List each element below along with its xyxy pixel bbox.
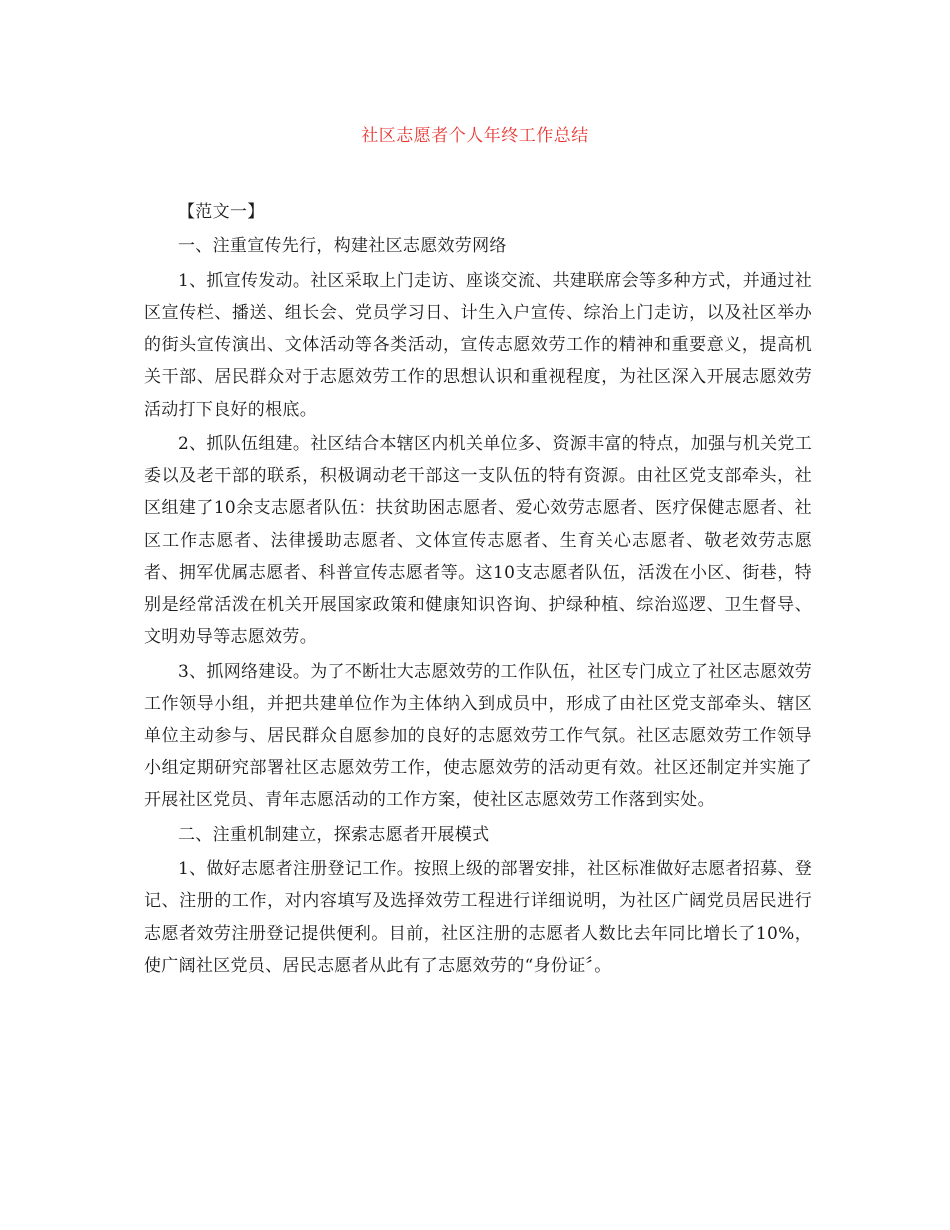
section-heading-2: 二、注重机制建立，探索志愿者开展模式	[178, 824, 490, 845]
paragraph-1-1: 1、抓宣传发动。社区采取上门走访、座谈交流、共建联席会等多种方式，并通过社区宣传栏、播送、组长会、党员学习日、计生入户宣传、综治上门走访，以及社区举办的街头宣传演出、文体活动等各类活动，宣传志愿效劳工作的精神和重要意义，提高机关干部、居民群众对于志愿效劳工作的思想认识和重视程度，为社区深入开展志愿效劳活动打下良好的根底。	[144, 270, 812, 420]
paragraph-1-3: 3、抓网络建设。为了不断壮大志愿效劳的工作队伍，社区专门成立了社区志愿效劳工作领导小组，并把共建单位作为主体纳入到成员中，形成了由社区党支部牵头、辖区单位主动参与、居民群众自愿参加的良好的志愿效劳工作气氛。社区志愿效劳工作领导小组定期研究部署社区志愿效劳工作，使志愿效劳的活动更有效。社区还制定并实施了开展社区党员、青年志愿活动的工作方案，使社区志愿效劳工作落到实处。	[144, 661, 812, 811]
document-title: 社区志愿者个人年终工作总结	[361, 126, 589, 146]
paragraph-1-2: 2、抓队伍组建。社区结合本辖区内机关单位多、资源丰富的特点，加强与机关党工委以及老干部的联系，积极调动老干部这一支队伍的特有资源。由社区党支部牵头，社区组建了10余支志愿者队伍：扶贫助困志愿者、爱心效劳志愿者、医疗保健志愿者、社区工作志愿者、法律援助志愿者、文体宣传志愿者、生育关心志愿者、敬老效劳志愿者、拥军优属志愿者、科普宣传志愿者等。这10支志愿者队伍，活泼在小区、街巷，特别是经常活泼在机关开展国家政策和健康知识咨询、护绿种植、综治巡逻、卫生督导、文明劝导等志愿效劳。	[144, 433, 812, 648]
paragraph-2-1: 1、做好志愿者注册登记工作。按照上级的部署安排，社区标准做好志愿者招募、登记、注册的工作，对内容填写及选择效劳工程进行详细说明，为社区广阔党员居民进行志愿者效劳注册登记提供便利。目前，社区注册的志愿者人数比去年同比增长了10%，使广阔社区党员、居民志愿者从此有了志愿效劳的“身份证〞。	[144, 859, 812, 976]
document-body	[144, 196, 812, 982]
section-tag: 【范文一】	[178, 202, 265, 222]
section-heading-1: 一、注重宣传先行，构建社区志愿效劳网络	[178, 236, 507, 257]
